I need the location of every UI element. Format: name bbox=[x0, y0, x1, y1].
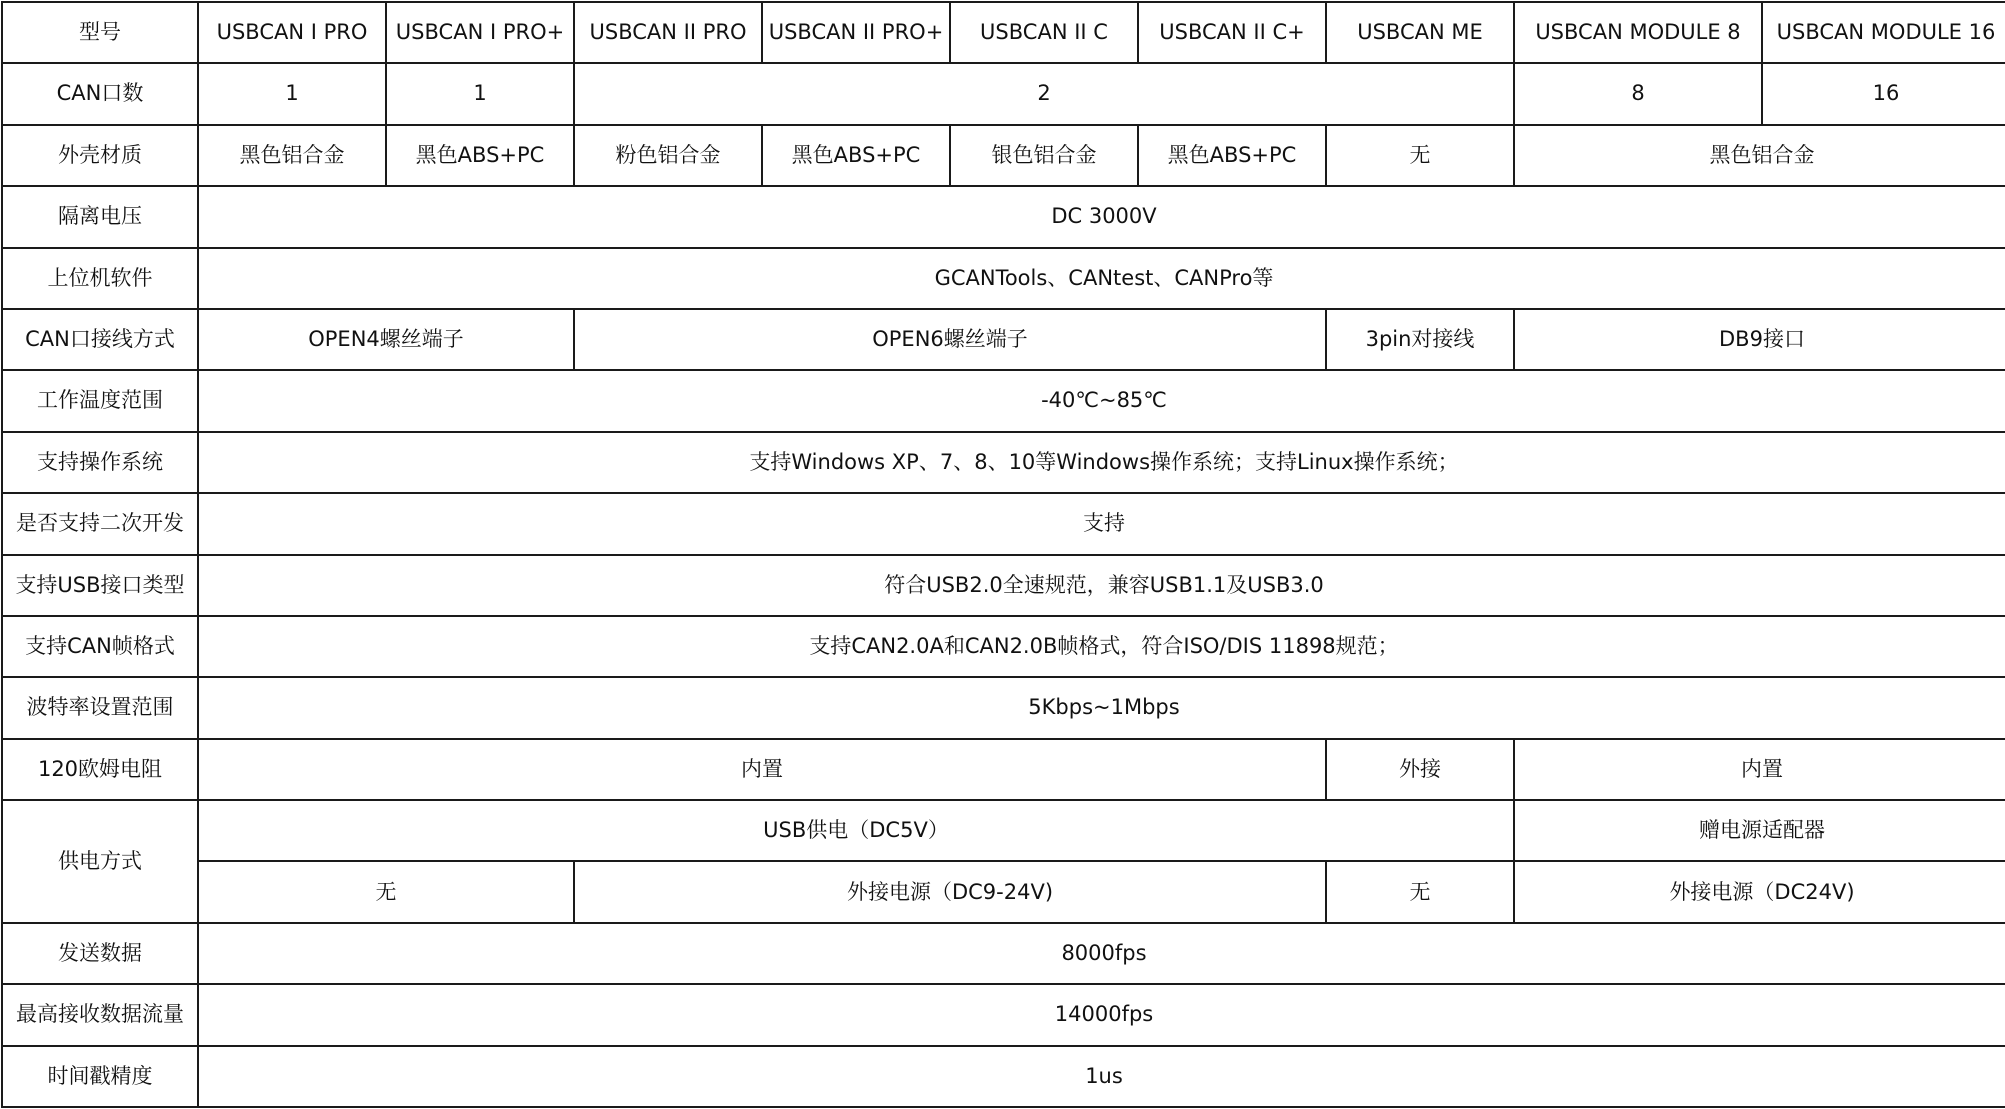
row-label: 外壳材质 bbox=[2, 125, 198, 186]
usb-row bbox=[2, 555, 2005, 616]
table-cell: 银色铝合金 bbox=[950, 125, 1138, 186]
table-cell: 1 bbox=[386, 63, 574, 124]
table-cell: -40℃~85℃ bbox=[198, 370, 2005, 431]
table-cell: 内置 bbox=[1514, 739, 2005, 800]
table-cell: 1us bbox=[198, 1046, 2005, 1107]
dev-row bbox=[2, 493, 2005, 554]
wiring-row bbox=[2, 309, 2005, 370]
row-label: CAN口数 bbox=[2, 63, 198, 124]
table-cell: GCANTools、CANtest、CANPro等 bbox=[198, 248, 2005, 309]
can-ports-row bbox=[2, 63, 2005, 124]
model-row bbox=[2, 2, 2005, 63]
table-cell: 支持CAN2.0A和CAN2.0B帧格式，符合ISO/DIS 11898规范； bbox=[198, 616, 2005, 677]
model-cell: USBCAN MODULE 8 bbox=[1514, 2, 1762, 63]
model-cell: USBCAN II C bbox=[950, 2, 1138, 63]
frame-row bbox=[2, 616, 2005, 677]
row-label: 上位机软件 bbox=[2, 248, 198, 309]
model-cell: USBCAN II C+ bbox=[1138, 2, 1326, 63]
table-cell: USB供电（DC5V） bbox=[198, 800, 1514, 861]
table-cell: DB9接口 bbox=[1514, 309, 2005, 370]
table-cell: 2 bbox=[574, 63, 1514, 124]
model-cell: USBCAN II PRO bbox=[574, 2, 762, 63]
table-cell: 外接电源（DC9-24V) bbox=[574, 861, 1326, 922]
receive-row bbox=[2, 984, 2005, 1045]
table-cell: 黑色铝合金 bbox=[1514, 125, 2005, 186]
row-label: 最高接收数据流量 bbox=[2, 984, 198, 1045]
table-cell: 赠电源适配器 bbox=[1514, 800, 2005, 861]
row-label: 支持USB接口类型 bbox=[2, 555, 198, 616]
table-cell: OPEN6螺丝端子 bbox=[574, 309, 1326, 370]
model-cell: USBCAN MODULE 16 bbox=[1762, 2, 2005, 63]
model-cell: USBCAN II PRO+ bbox=[762, 2, 950, 63]
row-label: 120欧姆电阻 bbox=[2, 739, 198, 800]
row-label: 波特率设置范围 bbox=[2, 677, 198, 738]
row-label: 隔离电压 bbox=[2, 186, 198, 247]
table-cell: 无 bbox=[198, 861, 574, 922]
isolation-row bbox=[2, 186, 2005, 247]
table-cell: 外接 bbox=[1326, 739, 1514, 800]
table-cell: 符合USB2.0全速规范，兼容USB1.1及USB3.0 bbox=[198, 555, 2005, 616]
row-label: 型号 bbox=[2, 2, 198, 63]
table-cell: DC 3000V bbox=[198, 186, 2005, 247]
software-row bbox=[2, 248, 2005, 309]
table-cell: 黑色ABS+PC bbox=[1138, 125, 1326, 186]
os-row bbox=[2, 432, 2005, 493]
power-row bbox=[2, 861, 2005, 922]
table-cell: 黑色ABS+PC bbox=[386, 125, 574, 186]
table-cell: 8000fps bbox=[198, 923, 2005, 984]
send-row bbox=[2, 923, 2005, 984]
table-cell: 粉色铝合金 bbox=[574, 125, 762, 186]
table-cell: 无 bbox=[1326, 125, 1514, 186]
table-cell: 无 bbox=[1326, 861, 1514, 922]
baud-row bbox=[2, 677, 2005, 738]
row-label: 支持操作系统 bbox=[2, 432, 198, 493]
resistor-row bbox=[2, 739, 2005, 800]
table-cell: OPEN4螺丝端子 bbox=[198, 309, 574, 370]
table-cell: 14000fps bbox=[198, 984, 2005, 1045]
table-cell: 黑色铝合金 bbox=[198, 125, 386, 186]
table-cell: 支持 bbox=[198, 493, 2005, 554]
row-label: 工作温度范围 bbox=[2, 370, 198, 431]
table-cell: 16 bbox=[1762, 63, 2005, 124]
row-label: 发送数据 bbox=[2, 923, 198, 984]
model-cell: USBCAN I PRO+ bbox=[386, 2, 574, 63]
row-label: 支持CAN帧格式 bbox=[2, 616, 198, 677]
table-cell: 3pin对接线 bbox=[1326, 309, 1514, 370]
row-label: 供电方式 bbox=[2, 800, 198, 923]
row-label: 是否支持二次开发 bbox=[2, 493, 198, 554]
model-cell: USBCAN I PRO bbox=[198, 2, 386, 63]
row-label: 时间戳精度 bbox=[2, 1046, 198, 1107]
row-label: CAN口接线方式 bbox=[2, 309, 198, 370]
power-row bbox=[2, 800, 2005, 861]
table-cell: 支持Windows XP、7、8、10等Windows操作系统；支持Linux操作系统； bbox=[198, 432, 2005, 493]
timestamp-row bbox=[2, 1046, 2005, 1107]
table-cell: 8 bbox=[1514, 63, 1762, 124]
table-cell: 内置 bbox=[198, 739, 1326, 800]
shell-row bbox=[2, 125, 2005, 186]
temperature-row bbox=[2, 370, 2005, 431]
spec-table bbox=[1, 1, 2005, 1108]
table-cell: 5Kbps~1Mbps bbox=[198, 677, 2005, 738]
table-cell: 1 bbox=[198, 63, 386, 124]
table-cell: 黑色ABS+PC bbox=[762, 125, 950, 186]
model-cell: USBCAN ME bbox=[1326, 2, 1514, 63]
table-cell: 外接电源（DC24V) bbox=[1514, 861, 2005, 922]
